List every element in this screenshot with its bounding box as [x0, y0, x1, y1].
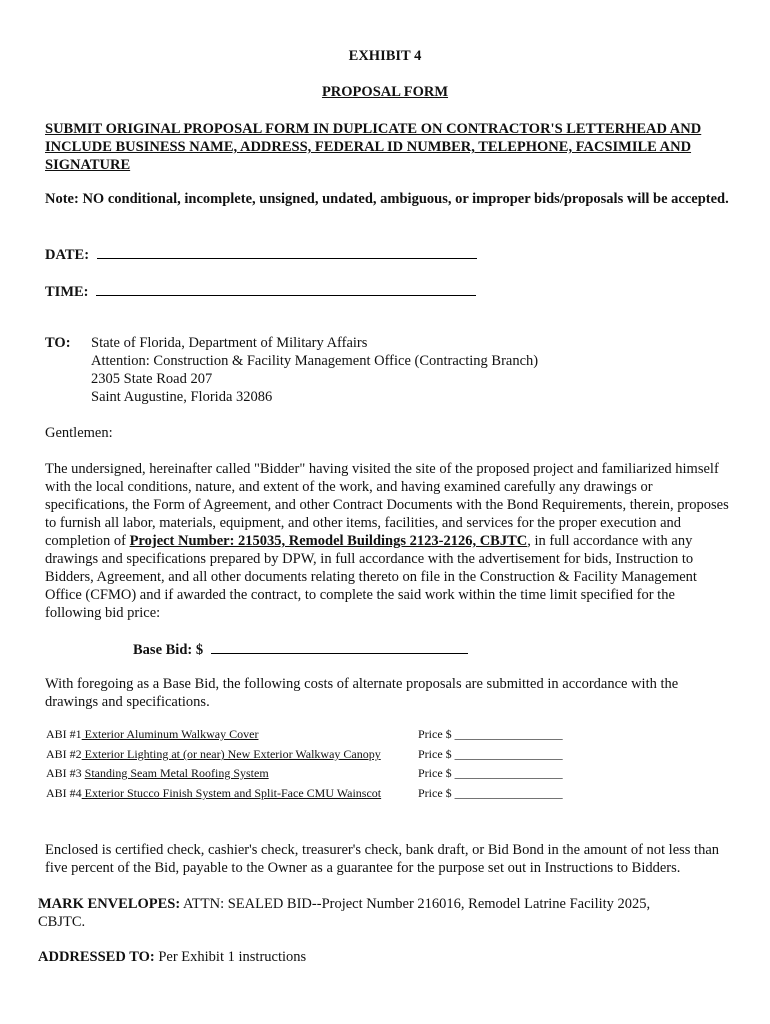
to-label: TO: — [45, 335, 71, 351]
enclosed-statement: Enclosed is certified check, cashier's check, treasurer's check, bank draft, or Bid Bond in the amount of not less than five percent of the Bid, payable to the Owner as a guarantee for the purpose set out in Instructions to Bidders. — [45, 842, 720, 876]
exhibit-label: EXHIBIT 4 — [348, 48, 422, 64]
alternate-description: Exterior Aluminum Walkway Cover — [81, 727, 259, 741]
address-line: 2305 State Road 207 — [91, 371, 213, 387]
body-text: , in full accordance with any drawings and specifications prepared by DPW, in full accordance with the advertisement for bids, Instruction to Bidders, Agreement, and all other documents relating thereto on file in the Construction & Facility Management Office (CFMO) and if awarded the contract, to complete the said work within the time limit specified for the following bid price: — [45, 533, 697, 621]
alternate-item — [46, 727, 258, 741]
recipient-address — [91, 334, 741, 406]
page-title: PROPOSAL FORM — [321, 84, 449, 100]
addressed-to-text: Per Exhibit 1 instructions — [154, 949, 307, 965]
alternate-price-field[interactable]: Price $ __________________ — [418, 786, 563, 800]
alternate-price-field[interactable]: Price $ __________________ — [418, 747, 563, 761]
alternate-id: ABI #2 — [46, 747, 82, 761]
alternate-id: ABI #1 — [46, 727, 82, 741]
address-line: State of Florida, Department of Military Affairs — [91, 335, 368, 351]
alternates-intro: With foregoing as a Base Bid, the following costs of alternate proposals are submitted in accordance with the drawings and specifications. — [45, 676, 679, 710]
time-input-line[interactable] — [96, 281, 476, 296]
addressed-to-label: ADDRESSED TO: — [38, 949, 155, 965]
alternate-item — [46, 786, 381, 800]
alternate-item — [46, 766, 269, 780]
address-line: Attention: Construction & Facility Management Office (Contracting Branch) — [91, 353, 539, 369]
date-field — [45, 244, 477, 264]
time-label: TIME: — [45, 284, 89, 300]
alternate-id: ABI #4 — [46, 786, 82, 800]
alternate-price-field[interactable]: Price $ __________________ — [418, 766, 563, 780]
base-bid-input-line[interactable] — [211, 639, 468, 654]
date-label: DATE: — [45, 247, 90, 263]
mark-envelopes-label: MARK ENVELOPES: — [38, 896, 181, 912]
alternate-description: Exterior Lighting at (or near) New Exterior Walkway Canopy — [81, 747, 381, 761]
alternate-description: Standing Seam Metal Roofing System — [84, 766, 269, 780]
salutation: Gentlemen: — [45, 425, 113, 441]
alternate-description: Exterior Stucco Finish System and Split-Face CMU Wainscot — [81, 786, 382, 800]
alternate-item — [46, 747, 381, 761]
body-text: The undersigned, hereinafter called "Bidder" having visited the site of the proposed project and familiarized himself with the local conditions, nature, and extent of the work, and having examined carefully any drawings or specifications, the Form of Agreement, and other Contract Documents with the Bond Requirements, therein, proposes to furnish all labor, materials, equipment, and other items, facilities, and services for the proper execution and completion of — [45, 461, 729, 549]
address-line: Saint Augustine, Florida 32086 — [91, 389, 273, 405]
project-number: Project Number: 215035, Remodel Buildings 2123-2126, CBJTC — [129, 533, 528, 549]
alternate-id: ABI #3 — [46, 766, 82, 780]
base-bid-field — [133, 639, 468, 659]
mark-envelopes — [38, 895, 688, 931]
alternate-price-field[interactable]: Price $ __________________ — [418, 727, 563, 741]
proposal-body — [45, 460, 729, 622]
time-field — [45, 281, 476, 301]
date-input-line[interactable] — [97, 244, 477, 259]
submission-instruction: SUBMIT ORIGINAL PROPOSAL FORM IN DUPLICATE ON CONTRACTOR'S LETTERHEAD AND INCLUDE BUSINESS NAME, ADDRESS, FEDERAL ID NUMBER, TELEPHONE, FACSIMILE AND SIGNATURE — [45, 121, 702, 173]
mark-envelopes-text: ATTN: SEALED BID--Project Number 216016, Remodel Latrine Facility 2025, CBJTC. — [38, 896, 651, 930]
addressed-to — [38, 948, 306, 966]
base-bid-label: Base Bid: $ — [133, 642, 204, 658]
bid-note: Note: NO conditional, incomplete, unsigned, undated, ambiguous, or improper bids/proposals will be accepted. — [45, 191, 729, 207]
